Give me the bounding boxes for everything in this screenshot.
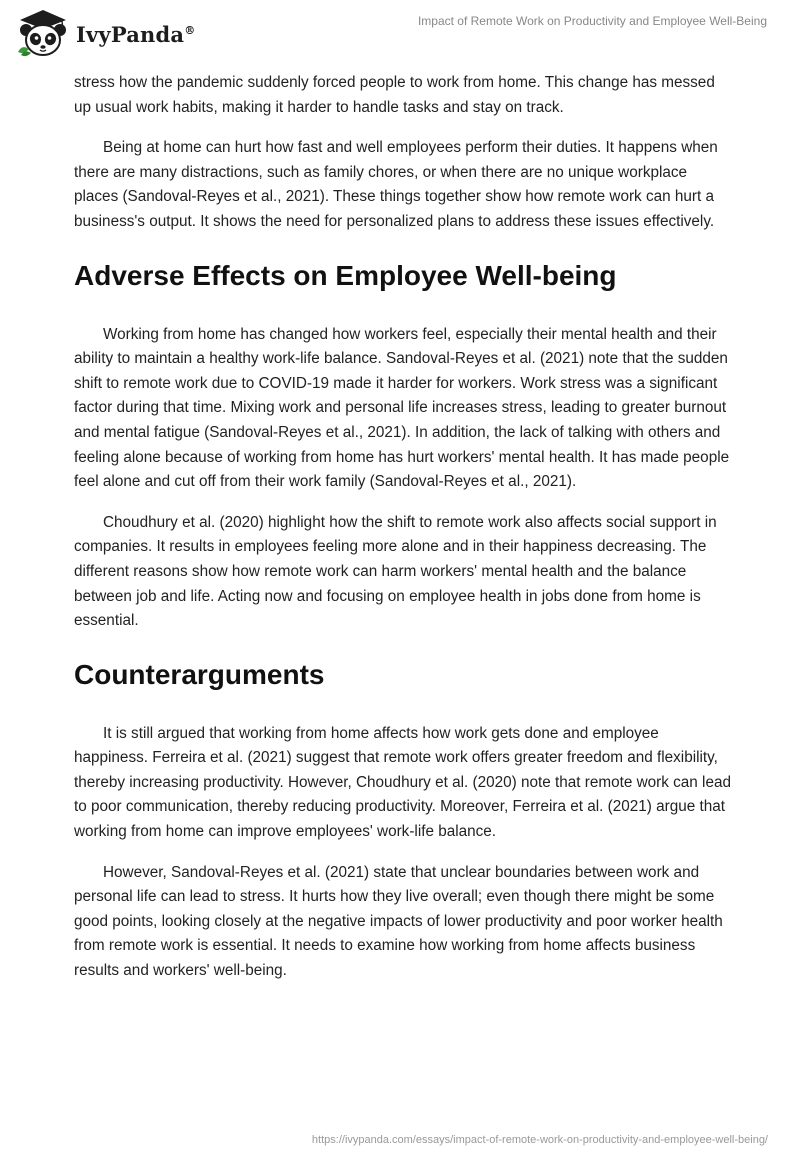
- page-header: [0, 0, 800, 62]
- section-heading-wellbeing: Adverse Effects on Employee Well-being: [74, 259, 617, 291]
- paragraph: It is still argued that working from home affects how work gets done and employee happiness. Ferreira et al. (2021) suggest that remote work offers greater freedom and flexibility, thereby increasing productivity. However, Choudhury et al. (2020) note that remote work can lead to poor communication, thereby reducing productivity. Moreover, Ferreira et al. (2021) argue that working from home can improve employees' work-life balance.: [74, 724, 731, 841]
- paragraph: Working from home has changed how workers feel, especially their mental health and their ability to maintain a healthy work-life balance. Sandoval-Reyes et al. (2021) note that the sudden shift to remote work due to COVID-19 made it harder for workers. Work stress was a significant factor during that time. Mixing work and personal life increases stress, leading to greater burnout and mental fatigue (Sandoval-Reyes et al., 2021). In addition, the lack of talking with others and feeling alone because of working from home has hurt workers' mental health. It has made people feel alone and cut off from their work family (Sandoval-Reyes et al., 2021).: [74, 325, 730, 491]
- essay-body: [74, 71, 734, 1000]
- paragraph: Choudhury et al. (2020) highlight how the shift to remote work also affects social support in companies. It results in employees feeling more alone and in their happiness decreasing. The different reasons show how remote work can harm workers' mental health and the balance between job and life. Acting now and focusing on employee health in jobs done from home is essential.: [74, 513, 717, 630]
- panda-graduate-icon: [14, 8, 72, 60]
- ivypanda-logo[interactable]: [14, 8, 195, 60]
- source-url-link[interactable]: https://ivypanda.com/essays/impact-of-remote-work-on-productivity-and-employee-well-being/: [311, 1134, 768, 1146]
- section-heading-counterarguments: Counterarguments: [74, 658, 325, 690]
- paragraph: However, Sandoval-Reyes et al. (2021) state that unclear boundaries between work and personal life can lead to stress. It hurts how they live overall; even though there might be some good points, looking closely at the negative impacts of lower productivity and poor worker health from remote work is essential. It needs to examine how working from home affects business results and workers' well-being.: [74, 863, 723, 980]
- registered-mark: ®: [184, 23, 196, 37]
- paragraph: stress how the pandemic suddenly forced people to work from home. This change has messed up usual work habits, making it harder to handle tasks and stay on track.: [74, 74, 715, 116]
- paragraph: Being at home can hurt how fast and well employees perform their duties. It happens when there are many distractions, such as family chores, or when there are no unique workplace places (Sandoval-Reyes et al., 2021). These things together show how remote work can hurt a business's output. It shows the need for personalized plans to address these issues effectively.: [74, 139, 718, 230]
- brand-name: IvyPanda®: [76, 21, 196, 47]
- document-title: Impact of Remote Work on Productivity and Employee Well-Being: [417, 14, 767, 28]
